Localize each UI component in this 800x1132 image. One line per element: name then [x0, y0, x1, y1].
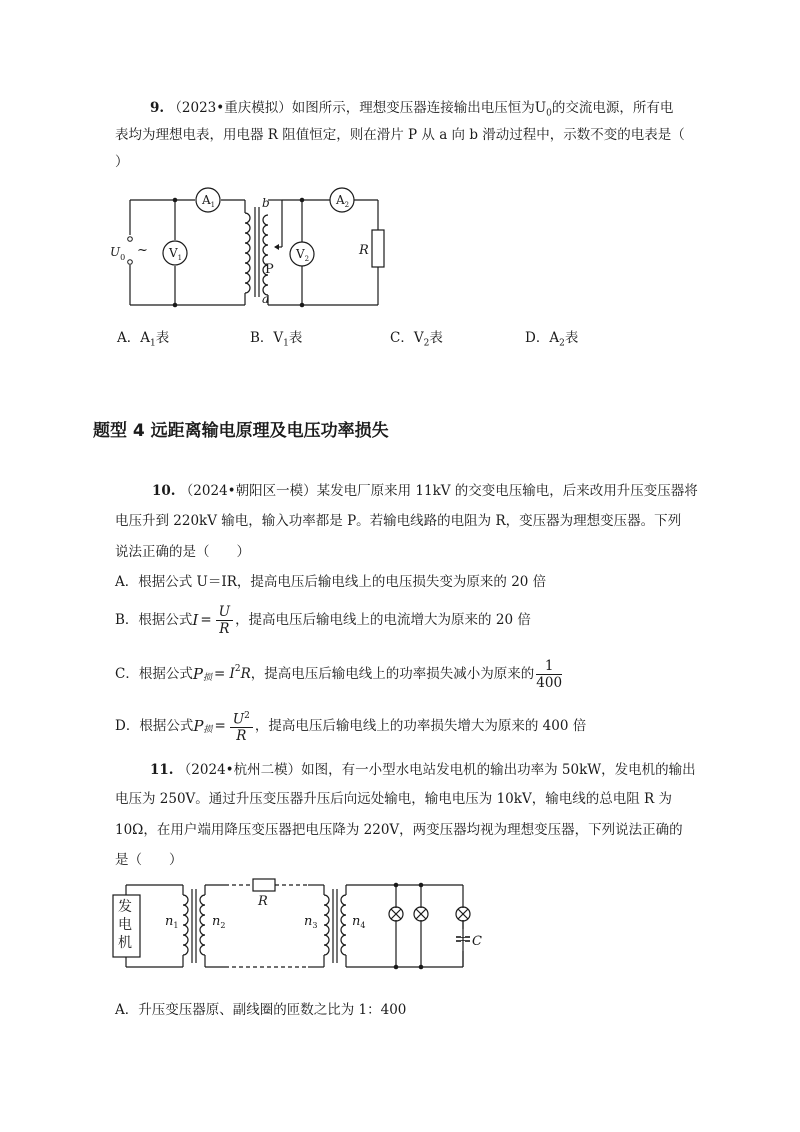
- q9-u0-label-sub: 0: [120, 253, 126, 262]
- q10-option-d-pre: D．根据公式: [115, 718, 194, 734]
- svg-text:n3: [304, 914, 317, 930]
- q11-r-label: R: [258, 894, 268, 909]
- q9-option-c-sub: 2: [423, 338, 430, 349]
- q11-transmission-diagram: [108, 875, 488, 975]
- q11-gen-char-2: 电: [118, 917, 132, 933]
- q11-line2: 电压为 250V。通过升压变压器升压后向远处输电，输电电压为 10kV，输电线的总电阻 R 为: [115, 791, 672, 807]
- q11-text-1: （2024•杭州二模）如图，有一小型水电站发电机的输出功率为 50kW，发电机的输出: [177, 762, 696, 778]
- q9-option-a-letter: A．: [117, 330, 141, 346]
- q9-u0-label: U: [110, 245, 121, 259]
- q9-option-c-letter: C．: [390, 330, 414, 346]
- q9-option-b[interactable]: [250, 328, 302, 354]
- q10-option-b-pre: B．根据公式: [115, 612, 193, 628]
- q9-line2: 表均为理想电表，用电器 R 阻值恒定，则在滑片 P 从 a 向 b 滑动过程中，示数不变的电表是（: [115, 127, 685, 143]
- q11-gen-char-3: 机: [118, 935, 132, 951]
- q9-option-b-letter: B．: [250, 330, 274, 346]
- q9-ac-symbol: ~: [137, 243, 148, 258]
- q11-n1-sub: 1: [173, 921, 179, 930]
- q10-option-d-sup: 2: [244, 710, 250, 721]
- q10-option-a[interactable]: A．根据公式 U＝IR，提高电压后输电线上的电压损失变为原来的 20 倍: [115, 574, 547, 590]
- q9-text-1: （2023•重庆模拟）如图所示，理想变压器连接输出电压恒为U: [168, 100, 547, 116]
- q9-option-a-sub: 1: [150, 338, 156, 349]
- svg-text:n4: [352, 914, 365, 930]
- q11-option-a[interactable]: A．升压变压器原、副线圈的匝数之比为 1：400: [115, 1002, 407, 1018]
- q9-line1: [150, 98, 673, 124]
- q10-line2: 电压升到 220kV 输电，输入功率都是 P。若输电线路的电阻为 R，变压器为理想变压器。下列: [115, 513, 682, 529]
- q9-v1-sub: 1: [177, 254, 183, 262]
- q11-n2-label: n: [212, 914, 221, 929]
- q11-n2-sub: 2: [220, 921, 226, 930]
- q9-option-b-sub: 1: [283, 338, 289, 349]
- q10-option-c-sub: 损: [202, 673, 212, 683]
- svg-text:V1: [168, 246, 182, 262]
- q9-option-d-main: A: [549, 330, 560, 346]
- q11-n3-label: n: [304, 914, 313, 929]
- q9-option-c-main: V: [413, 330, 424, 346]
- q11-n3-sub: 3: [312, 921, 318, 930]
- q9-a-label: a: [262, 292, 270, 306]
- q10-option-c[interactable]: [115, 654, 564, 694]
- q10-option-d-den: R: [236, 728, 247, 745]
- q11-line3: 10Ω，在用户端用降压变压器把电压降为 220V，两变压器均视为理想变压器，下列说法正确的: [115, 822, 683, 838]
- q9-p-label: P: [265, 262, 274, 277]
- q9-option-a-suffix: 表: [155, 330, 170, 346]
- q9-option-b-suffix: 表: [288, 330, 303, 346]
- q9-a2-sub: 2: [344, 201, 350, 209]
- q10-line3: 说法正确的是（ ）: [115, 544, 250, 560]
- q9-option-d[interactable]: [525, 328, 578, 354]
- svg-text:V2: [295, 247, 309, 263]
- q9-option-a[interactable]: [117, 328, 169, 354]
- svg-text:A1: [201, 193, 215, 209]
- section-heading: 题型 4 远距离输电原理及电压功率损失: [93, 421, 389, 441]
- q10-option-b-post: ，提高电压后输电线上的电流增大为原来的 20 倍: [235, 612, 531, 628]
- q9-option-c[interactable]: [390, 328, 443, 354]
- q9-option-a-main: A: [140, 330, 150, 346]
- q9-option-d-sub: 2: [559, 338, 565, 349]
- q10-text-1: （2024•朝阳区一模）某发电厂原来用 11kV 的交变电压输电，后来改用升压变压器将: [179, 483, 698, 499]
- q10-option-c-sup: 2: [234, 664, 241, 674]
- q10-option-b-den: R: [219, 620, 230, 637]
- q10-option-d-post: ，提高电压后输电线上的功率损失增大为原来的 400 倍: [254, 718, 587, 734]
- q9-option-b-main: V: [273, 330, 284, 346]
- q10-option-c-post: ，提高电压后输电线上的功率损失减小为原来的: [250, 666, 535, 682]
- q11-line4: 是（ ）: [115, 852, 183, 868]
- q9-r-label: R: [359, 243, 369, 258]
- q9-v2-label: V: [296, 247, 305, 261]
- q11-c-label: C: [472, 934, 482, 949]
- q11-n4-label: n: [352, 914, 361, 929]
- q9-u0-sub: 0: [546, 108, 552, 119]
- q9-a2-label: A: [336, 193, 345, 207]
- q9-v1-label: V: [169, 246, 178, 260]
- q9-option-c-suffix: 表: [429, 330, 443, 346]
- q10-option-b-var: I: [192, 611, 199, 629]
- q9-a1-sub: 1: [210, 201, 216, 209]
- q9-text-1-end: 的交流电源，所有电: [551, 100, 674, 116]
- q10-option-c-r: R: [240, 666, 251, 682]
- q10-option-b-num: U: [216, 604, 233, 621]
- svg-text:U0: [110, 245, 125, 262]
- q10-option-b[interactable]: B．根据公式 I = $\frac{U}{R}$ ，提高电压后输电线上的电流增大为原来的 20 倍: [115, 603, 531, 637]
- q10-option-d-num: U: [232, 711, 245, 728]
- q10-number: 10.: [152, 483, 176, 499]
- q10-option-d-sub: 损: [203, 725, 213, 735]
- q9-option-d-letter: D．: [525, 330, 550, 346]
- q11-number: 11.: [150, 762, 174, 778]
- q11-n4-sub: 4: [360, 921, 366, 930]
- q10-option-c-num: 1: [536, 658, 562, 675]
- q11-n1-label: n: [165, 914, 174, 929]
- q11-gen-char-1: 发: [118, 899, 132, 915]
- q10-option-c-den: 400: [536, 674, 563, 691]
- q9-option-d-suffix: 表: [564, 330, 579, 346]
- svg-text:n2: [212, 914, 225, 930]
- q10-option-c-eq: = I: [213, 666, 235, 682]
- q9-number: 9.: [150, 100, 165, 116]
- q9-v2-sub: 2: [304, 255, 310, 263]
- q10-option-c-p: P: [192, 665, 203, 683]
- q9-a1-label: A: [202, 193, 211, 207]
- q9-b-label: b: [262, 196, 270, 210]
- svg-text:A2: [335, 193, 349, 209]
- q10-option-d-p: P: [193, 717, 204, 735]
- q9-circuit-diagram: [110, 185, 400, 315]
- q10-option-c-pre: C．根据公式: [115, 666, 193, 682]
- svg-text:n1: [165, 914, 178, 930]
- q10-option-d[interactable]: D．根据公式 P $_损$ = $\frac{U^2}{R}$ ，提高电压后输电线上的功率损失增大为原来的 400 倍: [115, 704, 586, 748]
- q11-line1: [150, 760, 696, 780]
- q10-line1: [152, 481, 698, 501]
- q9-line3: ）: [115, 154, 129, 170]
